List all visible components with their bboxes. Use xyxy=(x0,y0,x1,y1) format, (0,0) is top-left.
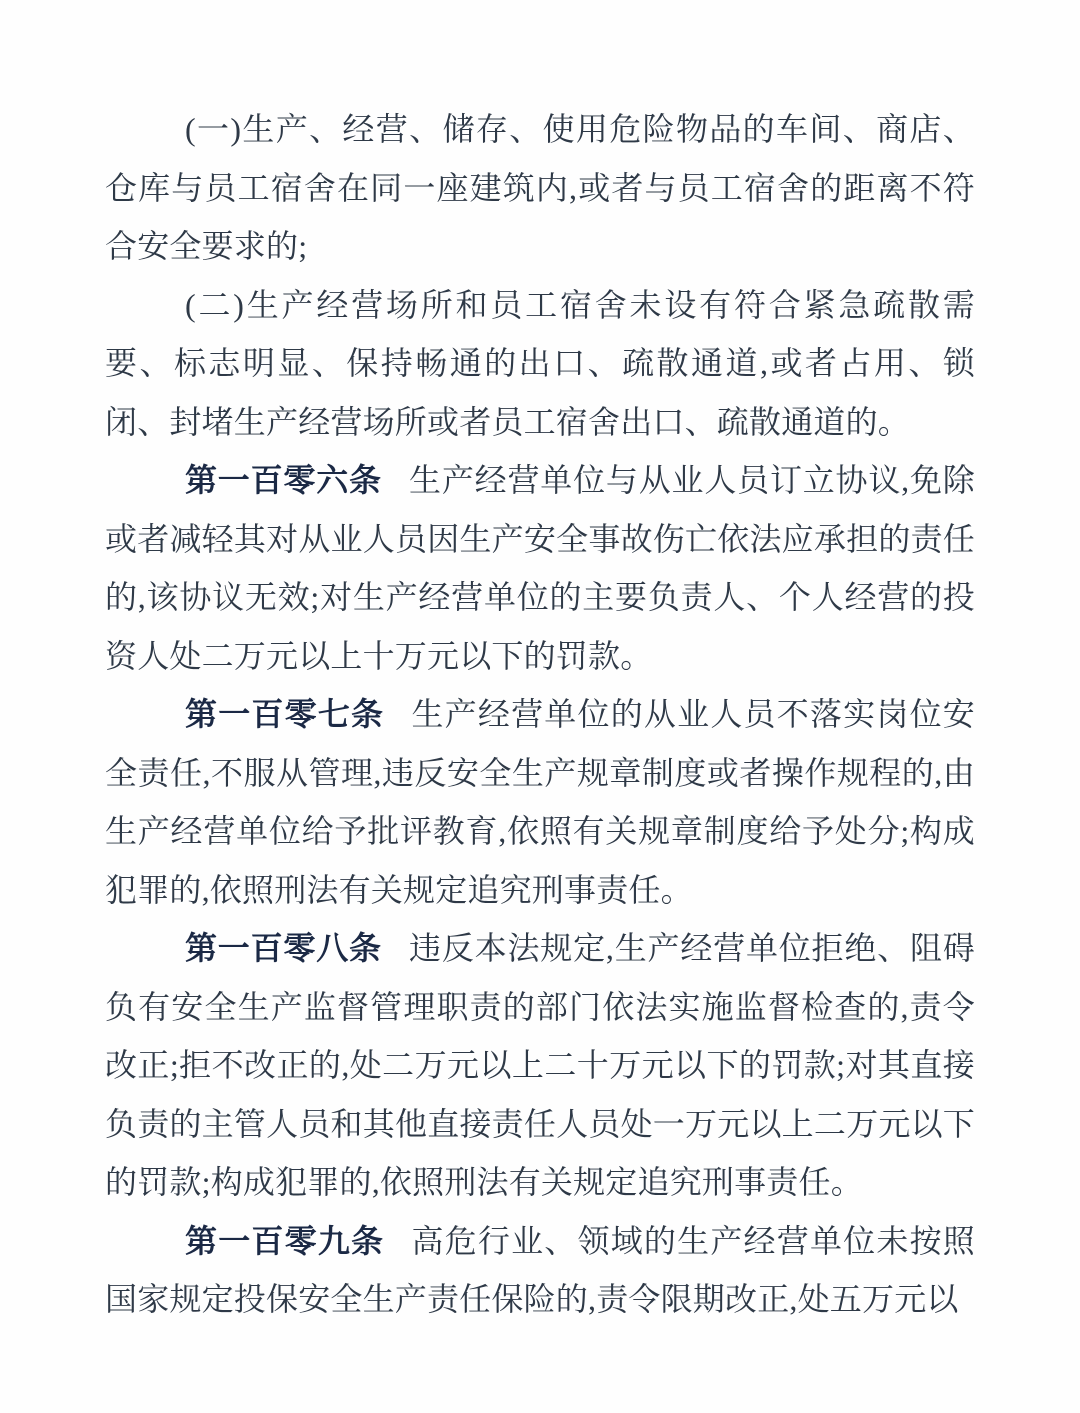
article-108-number: 第一百零八条 xyxy=(185,930,382,966)
clause-text: (二)生产经营场所和员工宿舍未设有符合紧急疏散需要、标志明显、保持畅通的出口、疏散通道,或者占用、锁闭、封堵生产经营场所或者员工宿舍出口、疏散通道的。 xyxy=(105,286,975,440)
article-106 xyxy=(105,451,975,685)
clause-item-1 xyxy=(105,100,975,276)
article-109-number: 第一百零九条 xyxy=(185,1222,385,1259)
article-108-text: 违反本法规定,生产经营单位拒绝、阻碍负有安全生产监督管理职责的部门依法实施监督检查的,责令改正;拒不改正的,处二万元以上二十万元以下的罚款;对其直接负责的主管人员和其他直接责任人员处一万元以上二万元以下的罚款;构成犯罪的,依照刑法有关规定追究刑事责任。 xyxy=(105,930,975,1200)
article-107 xyxy=(105,685,975,919)
article-107-text: 生产经营单位的从业人员不落实岗位安全责任,不服从管理,违反安全生产规章制度或者操作规程的,由生产经营单位给予批评教育,依照有关规章制度给予处分;构成犯罪的,依照刑法有关规定追究刑事责任。 xyxy=(105,696,976,908)
clause-item-2 xyxy=(105,276,975,452)
legal-text-block xyxy=(105,100,975,1329)
article-106-number: 第一百零六条 xyxy=(185,462,382,498)
article-106-text: 生产经营单位与从业人员订立协议,免除或者减轻其对从业人员因生产安全事故伤亡依法应承担的责任的,该协议无效;对生产经营单位的主要负责人、个人经营的投资人处二万元以上十万元以下的罚款。 xyxy=(105,462,975,674)
clause-text: (一)生产、经营、储存、使用危险物品的车间、商店、仓库与员工宿舍在同一座建筑内,或者与员工宿舍的距离不符合安全要求的; xyxy=(105,111,975,264)
article-109 xyxy=(105,1212,975,1329)
article-108 xyxy=(105,919,975,1212)
article-107-number: 第一百零七条 xyxy=(185,696,385,732)
article-109-text: 高危行业、领域的生产经营单位未按照国家规定投保安全生产责任保险的,责令限期改正,处五万元以 xyxy=(105,1222,976,1317)
